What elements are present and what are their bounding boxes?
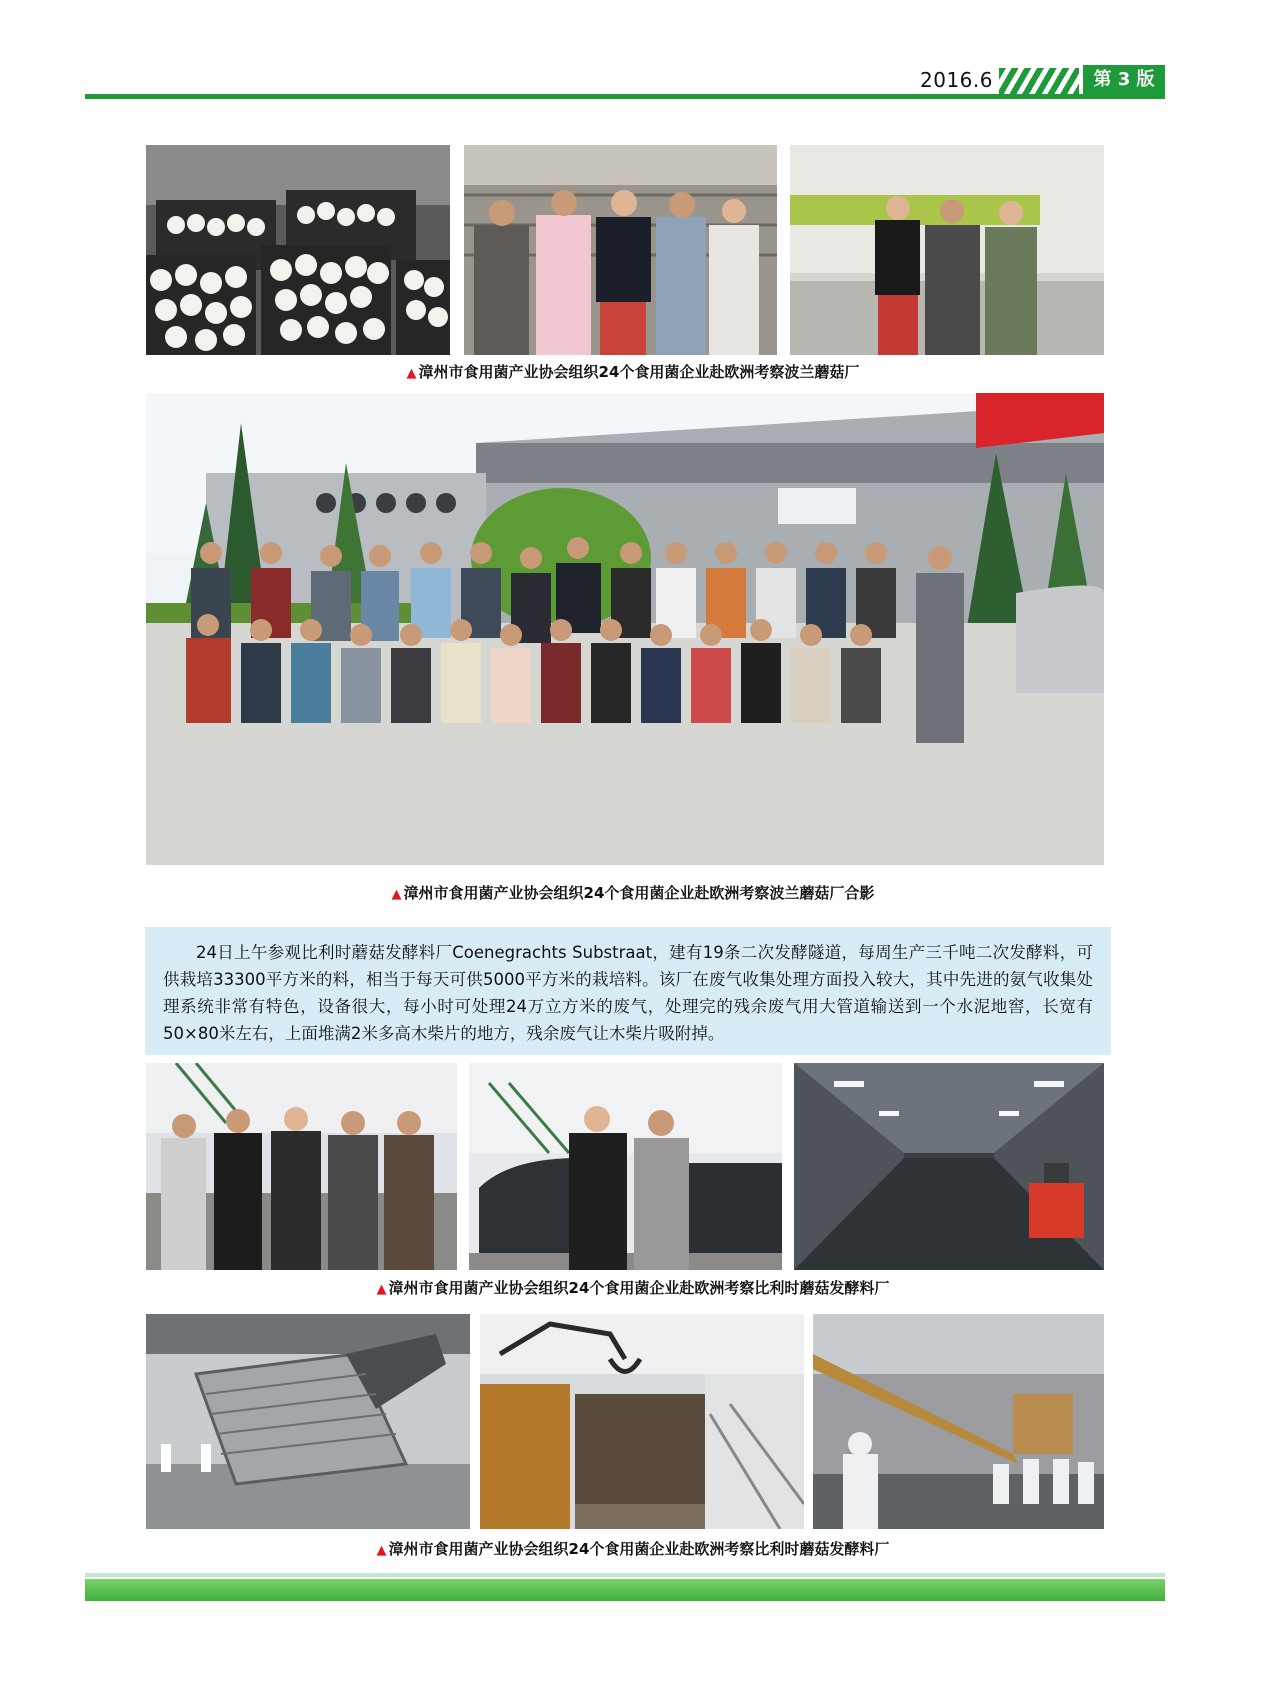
- conveyor-machine-photo: [146, 1314, 470, 1529]
- footer-line-green: [85, 1579, 1165, 1601]
- fermentation-tunnel-photo: [794, 1063, 1104, 1270]
- crane-grabbing-woodchips-photo: [480, 1314, 804, 1529]
- sorting-belt-workers-photo: [813, 1314, 1104, 1529]
- row3-caption: [0, 1277, 1266, 1298]
- row1-caption-text: 漳州市食用菌产业协会组织24个食用菌企业赴欧洲考察波兰蘑菇厂: [418, 363, 860, 381]
- caption-marker-icon: ▲: [391, 887, 402, 902]
- caption-marker-icon: ▲: [406, 366, 417, 381]
- article-paragraph: 24日上午参观比利时蘑菇发酵料厂Coenegrachts Substraat，建有19条二次发酵隧道，每周生产三千吨二次发酵料，可供栽培33300平方米的料，相当于每天可供5000平方米的栽培料。该厂在废气收集处理方面投入较大，其中先进的氨气收集处理系统非常有特色，设备很大，每小时可处理24万立方米的废气，处理完的残余废气用大管道输送到一个水泥地窖，长宽有50×80米左右，上面堆满2米多高木柴片的地方，残余废气让木柴片吸附掉。: [163, 943, 1093, 1043]
- group-photo-caption-text: 漳州市食用菌产业协会组织24个食用菌企业赴欧洲考察波兰蘑菇厂合影: [403, 884, 875, 902]
- caption-marker-icon: ▲: [376, 1543, 387, 1558]
- header-stripes-decoration: [999, 68, 1079, 94]
- row3-caption-text: 漳州市食用菌产业协会组织24个食用菌企业赴欧洲考察比利时蘑菇发酵料厂: [388, 1279, 890, 1297]
- footer-line-light: [85, 1573, 1165, 1577]
- row4-caption-text: 漳州市食用菌产业协会组织24个食用菌企业赴欧洲考察比利时蘑菇发酵料厂: [388, 1540, 890, 1558]
- issue-date: 2016.6: [920, 68, 993, 92]
- kitchen-group-photo: [790, 145, 1104, 355]
- page-footer-bar: [85, 1573, 1165, 1603]
- group-in-growing-room-photo: [464, 145, 777, 355]
- page-number-badge: 第 3 版: [1083, 65, 1165, 95]
- group-outside-plant-photo: [146, 1063, 457, 1270]
- two-men-by-car-photo: [469, 1063, 782, 1270]
- header-rule: [85, 94, 1165, 99]
- article-box: [145, 927, 1111, 1055]
- mushroom-crates-photo: [146, 145, 450, 355]
- caption-marker-icon: ▲: [376, 1282, 387, 1297]
- page-header: [85, 60, 1165, 102]
- row4-caption: [0, 1538, 1266, 1559]
- group-photo-mushroom-factory: [146, 393, 1104, 865]
- group-photo-caption: [0, 882, 1266, 903]
- row1-caption: [0, 361, 1266, 382]
